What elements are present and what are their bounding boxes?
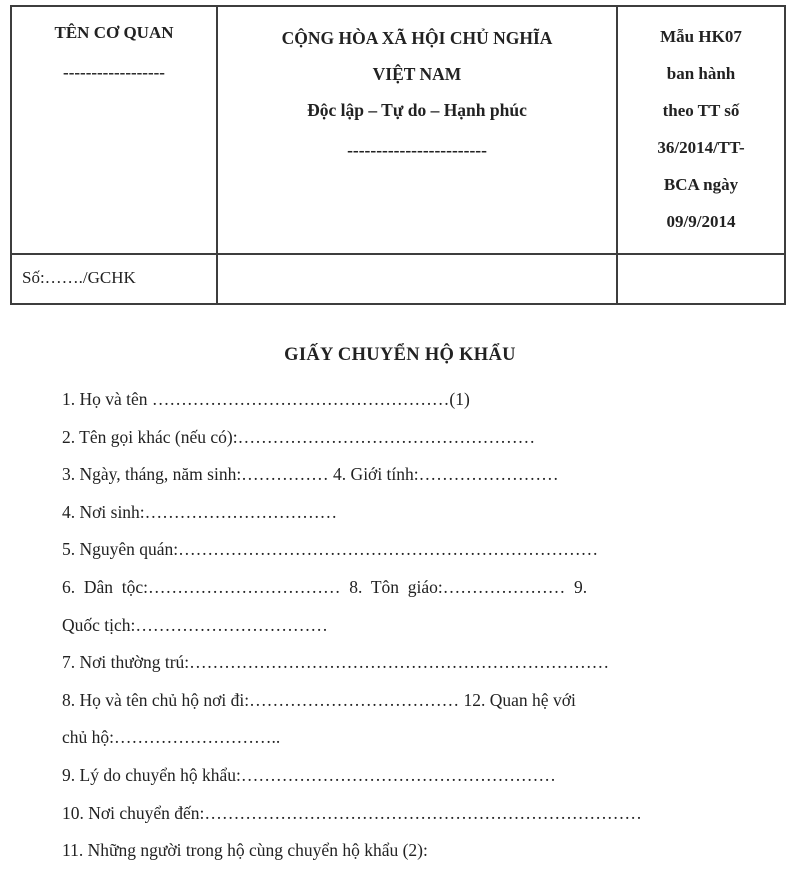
form-code-line: 09/9/2014 <box>666 212 736 231</box>
form-line-ethnic-religion: 6. Dân tộc:…………………………… 8. Tôn giáo:………………… 9. <box>62 576 588 597</box>
national-line-1: CỘNG HÒA XÃ HỘI CHỦ NGHĨA <box>281 28 553 48</box>
form-line-destination: 10. Nơi chuyển đến:………………………………………………………………… <box>62 802 642 823</box>
form-line-transfer-reason: 9. Lý do chuyển hộ khẩu:……………………………………………… <box>62 764 556 785</box>
agency-cell <box>12 7 218 253</box>
form-code-line: ban hành <box>666 64 736 83</box>
empty-cell <box>618 253 784 303</box>
national-motto-cell <box>218 7 618 253</box>
form-line-residence: 7. Nơi thường trú:……………………………………………………………… <box>62 652 610 673</box>
form-line-fullname: 1. Họ và tên ……………………………………………(1) <box>62 389 470 409</box>
national-line-2: VIỆT NAM <box>372 64 462 84</box>
header-table <box>10 5 786 305</box>
form-line-head-of-household: 8. Họ và tên chủ hộ nơi đi:……………………………… 12. Quan hệ với <box>62 689 576 710</box>
form-line-native-place: 5. Nguyên quán:……………………………………………………………… <box>62 539 599 560</box>
national-divider: ------------------------ <box>347 140 487 160</box>
agency-title: TÊN CƠ QUAN <box>54 23 174 42</box>
form-line-dob-gender: 3. Ngày, tháng, năm sinh:…………… 4. Giới tính:…………………… <box>62 464 559 485</box>
form-body <box>0 381 800 870</box>
form-line-co-movers: 11. Những người trong hộ cùng chuyển hộ khẩu (2): <box>62 840 428 861</box>
form-code-line: 36/2014/TT- <box>657 138 745 157</box>
empty-cell <box>218 253 618 303</box>
form-code-line: BCA ngày <box>663 175 739 194</box>
form-line-head-relation: chủ hộ:……………………….. <box>62 727 281 748</box>
form-code-line: Mẫu HK07 <box>660 27 742 46</box>
document-number: Số:……./GCHK <box>22 268 136 287</box>
form-code-line: theo TT số <box>662 101 740 120</box>
document-number-cell <box>12 253 218 303</box>
form-line-birthplace: 4. Nơi sinh:…………………………… <box>62 501 338 522</box>
page-title: GIẤY CHUYỂN HỘ KHẨU <box>284 345 516 365</box>
national-motto: Độc lập – Tự do – Hạnh phúc <box>307 100 527 120</box>
form-line-other-name: 2. Tên gọi khác (nếu có):…………………………………………… <box>62 426 536 447</box>
agency-divider: ------------------ <box>63 63 165 82</box>
form-code-cell <box>618 7 784 253</box>
form-line-nationality: Quốc tịch:…………………………… <box>62 614 328 635</box>
